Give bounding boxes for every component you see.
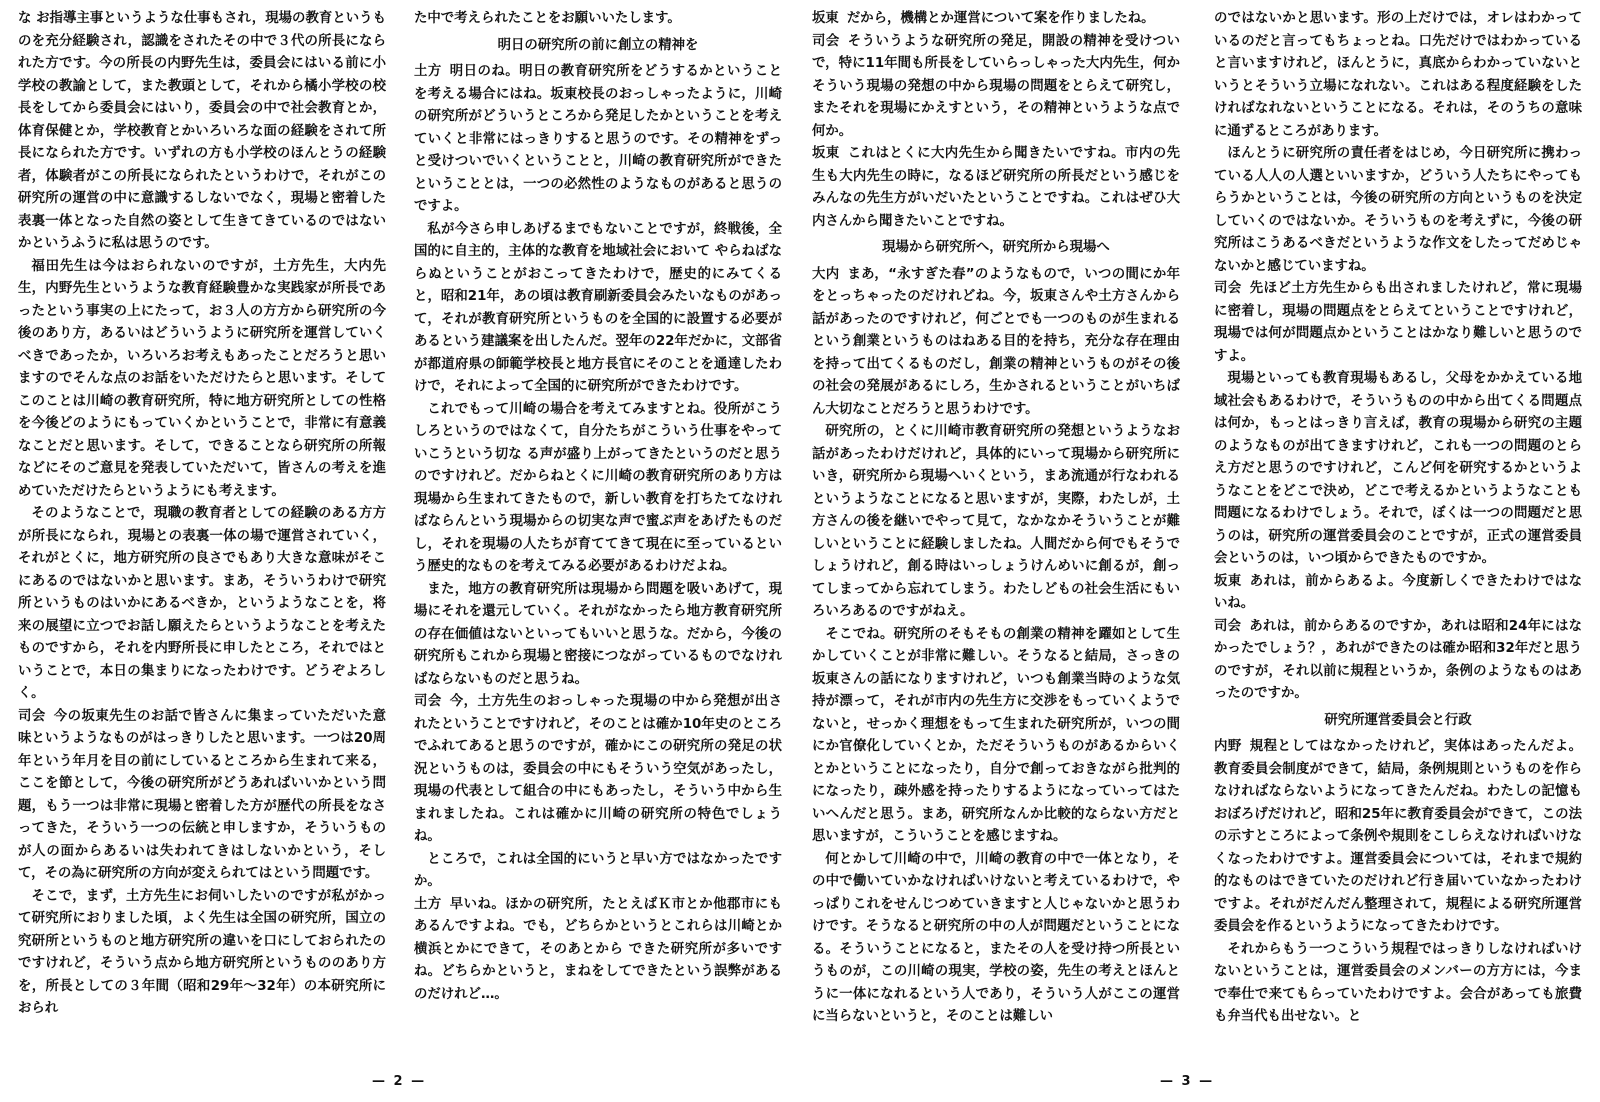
body-paragraph: そのようなことで，現職の教育者としての経験のある方方が所長になられ，現場との表裏一体の場で運営されていく，それがとくに，地方研究所の良さでもあり大きな意味がそこにあるのではないかと思います。まあ，そういうわけで研究所というものはいかにあるべきか，というようなことを，将来の展望に立つでお話し願えたらというようなことを考えたものですから，それを内野所長に申したところ，それではということで，本日の集まりになったわけです。どうぞよろしく。 <box>18 506 386 701</box>
body-paragraph: ところで，これは全国的にいうと早い方ではなかったですか。 <box>414 851 782 889</box>
speech-text: まあ，“永すぎた春”のようなもので，いつの間にか年をとっちゃったのだけれどね。今，坂東さんや土方さんから話があったのですけれど，何ごとでも一つのものが生まれるという創業というものはねある目的を持ち，充分な存在理由を持って出てくるものだし，創業の精神というものがその後の社会の発展があるにしろ，生かされるということがいちばん大切なことだろうと思うわけです。 <box>812 266 1180 417</box>
speaker-name: 司会 <box>414 694 442 709</box>
body-paragraph: これでもって川崎の場合を考えてみますとね。役所がこうしろというのではなくて，自分たちがこういう仕事をやっていこうという切な る声が盛り上がってきたというのだと思うのですけれど。だからねとくに川崎の教育研究所のあり方は現場から生まれてきたもので，新しい教育を打ちたてなければならんという現場からの切実な声で蜜ぶ声をあげたものだし，それを現場の人たちが育ててきて現在に至っているという歴史的なものを考えてみる必要があるわけだよね。 <box>414 401 782 574</box>
speaker-name: 土方 <box>414 896 442 912</box>
column <box>18 8 386 1048</box>
speech-paragraph <box>1214 736 1582 939</box>
speech-text: これはとくに大内先生から聞きたいですね。市内の先生も大内先生の時に，なるほど研究所の所長だという感じをみんなの先生方がいだいたということですね。これはぜひ大内さんから聞きたいことですね。 <box>812 146 1180 229</box>
column <box>1214 8 1582 1048</box>
speech-paragraph <box>812 31 1180 144</box>
body-paragraph: た中で考えられたことをお願いいたします。 <box>414 11 681 26</box>
speech-paragraph <box>1214 278 1582 368</box>
speech-paragraph <box>414 61 782 219</box>
speech-text: 明日のね。明日の教育研究所をどうするかということを考える場合にはね。坂東校長のおっしゃったように，川崎の研究所がどういうところから発足したかということを考えていくと非常にはっきりすると思うのです。その精神をずっと受けついでいくということと，川崎の教育研究所ができたということとは，一つの必然性のようなものがあると思うのですよ。 <box>414 64 782 214</box>
speaker-name: 大内 <box>812 266 840 282</box>
page-number: — 3 — <box>1160 1074 1215 1089</box>
speech-text: だから，機構とか運営について案を作りましたね。 <box>846 11 1155 26</box>
body-paragraph: また，地方の教育研究所は現場から問題を吸いあげて，現場にそれを還元していく。それがなかったら地方教育研究所の存在価値はないといってもいいと思うな。だから，今後の研究所もこれから現場と密接につながっているものでなければならないものだと思うね。 <box>414 581 782 687</box>
speech-text: 今の坂東先生のお話で皆さんに集まっていただいた意味というようなものがはっきりしたと思います。一つは20周年という年月を目の前にしているところから生まれて来る，ここを節として，今後の研究所がどうあればいいかという問題，もう一つは非常に現場と密着した方が歴代の所長をなさってきた，そういう一つの伝統と申しますか，そういうものが人の面からあるいは失われてきはしないかという，そして，その為に研究所の方向が変えられてはという問題です。 <box>18 708 386 881</box>
speech-paragraph <box>1214 616 1582 706</box>
speech-text: 先ほど土方先生からも出されましたけれど，常に現場に密着し，現場の問題点をとらえてということですけれど，現場では何が問題点かということはかなり難しいと思うのですよ。 <box>1214 281 1582 364</box>
column <box>414 8 782 1048</box>
body-paragraph: それからもう一つこういう規程ではっきりしなければいけないということは，運営委員会のメンバーの方方には，今まで奉仕で来てもらっていたわけですよ。会合があっても旅費も弁当代も出せない。と <box>1214 941 1582 1024</box>
speech-text: 規程としてはなかったけれど，実体はあったんだよ。教育委員会制度ができて，結局，条例規則というものを作らなければならないようになってきたんだね。わたしの記憶もおぼろげだけれど，昭和25年に教育委員会ができて，この法の示すところによって条例や規則をこしらえなければいけなくなったわけですよ。運営委員会については，それまで規約的なものはできていたのだけれど行き届いていなかったわけですよ。それがだんだん整理されて，規程による研究所運営委員会を作るというようになってきたわけです。 <box>1214 739 1582 934</box>
speech-paragraph <box>812 143 1180 233</box>
body-paragraph: そこで，まず，土方先生にお伺いしたいのですが私がかって研究所におりました頃，よく先生は全国の研究所，国立の究研所というものと地方研究所の違いを口にしておられたのですけれど，そういう点から地方研究所というもののあり方を，所長としての３年間（昭和29年〜32年）の本研究所におられ <box>18 888 386 1016</box>
body-paragraph: 私が今さら申しあげるまでもないことですが，終戦後，全国的に自主的，主体的な教育を地域社会において やらねばならぬということがおこってきたわけで，歴史的にみてくると，昭和21年，あの頃は教育刷新委員会みたいなものがあって，それが教育研究所というものを全国的に設置する必要があるという建議案を出したんだ。翌年の22年だかに，文部省が都道府県の師範学校長と地方長官にそのことを通達したわけで，それによって全国的に研究所ができたわけです。 <box>414 221 782 394</box>
speech-paragraph <box>1214 571 1582 616</box>
speech-text: あれは，前からあるのですか，あれは昭和24年にはなかったでしょう？，あれができたのは確か昭和32年だと思うのですが，それ以前に規程というか，条例のようなものはあったのですか。 <box>1214 618 1582 701</box>
speaker-name: 内野 <box>1214 739 1242 754</box>
speech-text: 今，土方先生のおっしゃった現場の中から発想が出されたということですけれど，そのことは確か10年史のところでふれてあると思うのですが，確かにこの研究所の発足の状況というものは，委員会の中にもそういう空気があったし，現場の代表として組合の中にもあったし，そういう中から生まれましたね。これは確かに川崎の研究所の特色でしょうね。 <box>414 694 782 844</box>
body-paragraph: そこでね。研究所のそもそもの創業の精神を躍如として生かしていくことが非常に難しい。そうなると結局，さっきの坂東さんの話になりますけれど，いつも創業当時のような気持が漂って，それが市内の先生方に交渉をもっていくようでないと，せっかく理想をもって生まれた研究所が，いつの間にか官僚化していくとか，ただそういうものがあるからいくとかということになったり，自分で創っておきながら批判的になったり，疎外感を持ったりするようになっていってはたいへんだと思う。まあ，研究所なんか比較的ならない方だと思いますが，こういうことを感じますね。 <box>812 626 1180 844</box>
page-number: — 2 — <box>372 1074 427 1089</box>
section-heading: 現場から研究所へ，研究所から現場へ <box>882 240 1110 255</box>
body-paragraph: 研究所の，とくに川崎市教育研究所の発想というようなお話があったわけだけれど，具体的にいって現場から研究所にいき，研究所から現場へいくという，まあ流通が行なわれるというようなことになると思いますが，実際，わたしが，土方さんの後を継いでやって見て，なかなかそういうことが難しいということに経験しましたね。人間だから何でもそうでしょうけれど，創る時はいっしょうけんめいに創るが，創ってしまってから忘れてしまう。わたしどもの社会生活にもいろいろあるのですがねえ。 <box>812 424 1180 619</box>
speaker-name: 司会 <box>18 708 46 724</box>
speaker-name: 司会 <box>812 33 840 49</box>
speech-text: 早いね。ほかの研究所，たとえばＫ市とか他郡市にもあるんですよね。でも，どちらかというとこれらは川崎とか横浜とかにできて，そのあとから できた研究所が多いですね。どちらかというと，まねをしてできたという誤弊があるのだけれど…。 <box>414 896 782 1002</box>
speaker-name: 土方 <box>414 64 442 79</box>
speech-paragraph <box>812 8 1180 31</box>
body-paragraph: な お指導主事というような仕事もされ，現場の教育というものを充分経験され，認識をされたその中で３代の所長になられた方です。今の所長の内野先生は，委員会にはいる前に小学校の教諭として，また教頭として，それから橘小学校の校長をしてから委員会にはいり，委員会の中で社会教育とか，体育保健とか，学校教育とかいろいろな面の経験をされて所長になられた方です。いずれの方も小学校のほんとうの経験者，体験者がこの所長になられたというわけで，それがこの研究所の運営の中に意識するしないでなく，現場と密着した表裏一体となった自然の姿として生きてきているのではないかというふうに私は思うのです。 <box>18 11 386 251</box>
speech-paragraph <box>18 706 386 886</box>
speech-paragraph <box>414 894 782 1007</box>
speaker-name: 司会 <box>1214 618 1242 634</box>
speaker-name: 坂東 <box>1214 573 1242 589</box>
page-left <box>18 8 788 1068</box>
column <box>812 8 1180 1048</box>
speech-text: あれは，前からあるよ。今度新しくできたわけではないね。 <box>1214 573 1582 611</box>
page-right <box>812 8 1584 1068</box>
body-paragraph: 何とかして川崎の中で，川崎の教育の中で一体となり，その中で働いていかなければいけないと考えているわけで，やっぱりこれをせんじつめていきますと人じゃないかと思うわけです。そうなると研究所の中の人が問題だということになる。そういうことになると，またその人を受け持つ所長というものが，この川崎の現実，学校の姿，先生の考えとほんとうに一体になれるという人であり，そういう人がここの運営に当らないというと，そのことは難しい <box>812 851 1180 1024</box>
body-paragraph: 福田先生は今はおられないのですが，土方先生，大内先生，内野先生というような教育経験豊かな実践家が所長であったという事実の上にたって，お３人の方方から研究所の今後のあり方，あるいはどういうように研究所を運営していくべきであったか，いろいろお考えもあったことだろうと思いますのでそんな点のお話をいただけたらと思います。そしてこのことは川崎の教育研究所，特に地方研究所としての性格を今後どのようにもっていくかということで，非常に有意義なことだと思います。そして，できることなら研究所の所報などにそのご意見を発表していただいて，皆さんの考えを進めていただけたらというようにも考えます。 <box>18 258 386 499</box>
speaker-name: 坂東 <box>812 146 840 161</box>
speech-paragraph <box>812 264 1180 422</box>
speech-paragraph <box>414 691 782 849</box>
section-heading: 明日の研究所の前に創立の精神を <box>497 37 699 53</box>
speaker-name: 坂東 <box>812 11 839 26</box>
speech-text: そういうような研究所の発足，開設の精神を受けついで，特に11年間も所長をしていらっしゃった大内先生，何かそういう現場の発想の中から現場の問題をとらえて研究し，またそれを現場にかえすという，その精神というような点で何か。 <box>812 33 1180 139</box>
section-heading: 研究所運営委員会と行政 <box>1324 712 1472 728</box>
body-paragraph: 現場といっても教育現場もあるし，父母をかかえている地域社会もあるわけで，そういうものの中から出てくる問題点は何か，もっとはっきり言えば，教育の現場から研究の主題のようなものが出てきますけれど，これも一つの問題のとらえ方だと思うのですけれど，こんど何を研究するかというようなことをどこで決め，どこで考えるかというようなことも問題になるわけでしょう。それで，ぼくは一つの問題だと思うのは，研究所の運営委員会のことですが，正式の運営委員会というのは，いつ頃からできたものですか。 <box>1214 371 1582 566</box>
body-paragraph: ほんとうに研究所の責任者をはじめ，今日研究所に携わっている人人の人選といいますか，どういう人たちにやってもらうかということは，今後の研究所の方向というものを決定していくのではないか。そういうものを考えずに，今後の研究所はこうあるべきだというような作文をしたってだめじゃないかと感じていますね。 <box>1214 146 1582 274</box>
speaker-name: 司会 <box>1214 281 1242 296</box>
body-paragraph: のではないかと思います。形の上だけでは，オレはわかっているのだと言ってもちょっとね。口先だけではわかっていると言いますけれど，ほんとうに，真底からわかっていないというとそういう立場になれない。これはある程度経験をしたければなれないということになる。それは，そのうちの意味に通ずるところがあります。 <box>1214 11 1582 139</box>
